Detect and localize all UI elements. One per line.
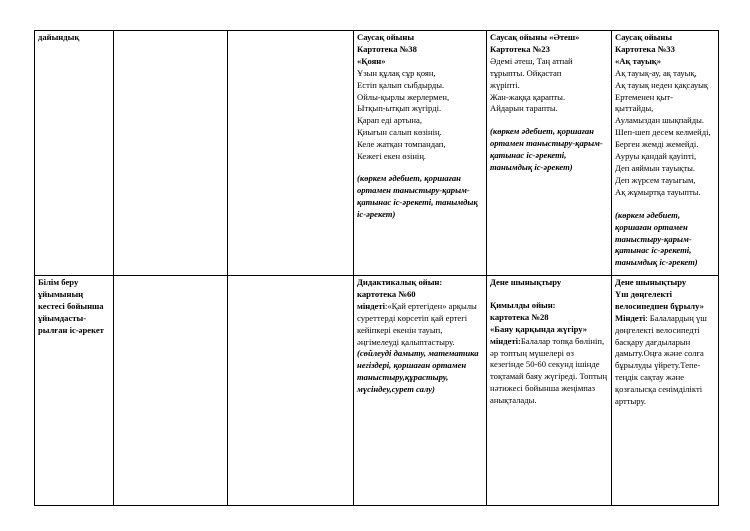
schedule-table [34, 30, 719, 506]
poem-line: қыттайды, [615, 103, 654, 114]
activity-annotation: (көркем әдебиет, қоршаған ортамен таныстыру-қарым-қатынас іс-әрекеті, танымдық іс-әрекет) [615, 209, 698, 268]
row-label-organized-activity [35, 276, 114, 506]
cell-title: Саусақ ойыны [357, 32, 415, 42]
empty-cell [228, 31, 354, 276]
poem-line: Ақ тауық неден қақсауық [615, 79, 709, 90]
empty-cell [114, 276, 228, 506]
task-label: міндеті [357, 300, 385, 311]
game-name: «Қоян» [357, 55, 386, 66]
empty-cell [228, 276, 354, 506]
activity-annotation: (көркем әдебиет, қоршаған ортамен таныстыру-қарым-қатынас іс-әрекеті, танымдық іс-әрекет) [490, 126, 603, 173]
outdoor-game-label: Қимылды ойын: [490, 299, 556, 310]
activity-annotation: (сөйлеуді дамыту, математика негіздері, қоршаған ортамен таныстыру,құрастыру, мүсіндеу,сурет салу) [357, 348, 479, 395]
poem-line: Әдемі әтеш, Таң атпай [490, 55, 573, 66]
poem-line: Қиығын салып көзінің. [357, 127, 442, 138]
empty-cell [114, 31, 228, 276]
cell-title: Саусақ ойыны [615, 32, 673, 42]
poem-line: Ойлы-қырлы жерлермен, [357, 91, 450, 102]
poem-line: Шеп-шеп десем келмейді, [615, 127, 711, 138]
task-text: :«Қай ертегіден» арқылы суреттерді көрсетіп қай ертегі кейіпкері екенін тауып, әңгімелеуді қалыптастыру. [357, 300, 477, 347]
poem-line: Деп аяймын тауықты. [615, 162, 696, 173]
didactic-game-cell [354, 276, 487, 506]
table-row-preparation [35, 31, 719, 276]
cell-title: Дене шынықтыру [615, 277, 687, 287]
game-name: Үш дөңгелекті велосипедпен бұрылу» [615, 288, 704, 311]
task-text: : Балалардың үш дөңгелекті велосипедті басқару дағдыларын дамыту.Оңға және солға бұрылуды үйрету.Тепе-теңдік сақтау және қозғалысқа сенімділікті арттыру. [615, 312, 707, 407]
poem-line: жүріпті. [490, 79, 520, 90]
game-name: «Баяу қарқында жүгіру» [490, 323, 588, 334]
activity-annotation: (көркем әдебиет, қоршаған ортамен таныстыру-қарым-қатынас іс-әрекеті, танымдық іс-әрекет) [357, 172, 478, 219]
poem-line: Естіп қалып сыбдырды. [357, 79, 445, 90]
poem-line: Ұзын құлақ сұр қоян, [357, 67, 436, 78]
cell-title: Саусақ ойыны «Әтеш» [490, 32, 580, 42]
row-label-text: дайындық [38, 32, 80, 42]
finger-game-hen-cell [612, 31, 719, 276]
poem-line: Қарап еді артына, [357, 115, 422, 126]
poem-line: Жан-жаққа қарапты. [490, 91, 566, 102]
task-label: Міндеті [615, 312, 646, 323]
poem-line: Деп жүрсем тауығым, [615, 174, 696, 185]
poem-line: Ақ жұмыртқа тауыпты. [615, 186, 701, 197]
finger-game-hare-cell [354, 31, 487, 276]
card-number: картотека №28 [490, 311, 549, 322]
poem-line: тұрыпты. Ойқастап [490, 67, 562, 78]
poem-line: Ақ тауық-ау, ақ тауық, [615, 67, 697, 78]
physical-education-run-cell [487, 276, 612, 506]
row-label-text: Білім беру ұйымының кестесі бойынша ұйымдасты-рылған іс-әрекет [38, 277, 104, 335]
card-number: Картотека №33 [615, 43, 675, 54]
schedule-page [34, 30, 718, 506]
poem-line: Келе жатқан томпандап, [357, 139, 446, 150]
task-text: Балалар топқа бөлініп, әр топтың мүшелері өз кезегінде 50-60 секунд ішінде тоқтамай баяу жүгіреді. Топтың нәтижесі бойынша жеңімпаз анықталады. [490, 335, 608, 406]
table-row-organized-activity [35, 276, 719, 506]
poem-line: Кежегі екен өзінің. [357, 151, 427, 162]
poem-line: Берген жемді жемейді. [615, 139, 699, 150]
card-number: Картотека №23 [490, 43, 550, 54]
row-label-preparation [35, 31, 114, 276]
cell-title: Дидактикалық ойын: [357, 277, 443, 287]
task-label: міндеті: [490, 335, 521, 346]
poem-line: Ауруы қандай қауіпті, [615, 151, 697, 162]
card-number: картотека №60 [357, 288, 416, 299]
poem-line: Айдарын тарапты. [490, 103, 558, 114]
game-name: «Ақ тауық» [615, 55, 662, 66]
physical-education-bike-cell [612, 276, 719, 506]
finger-game-rooster-cell [487, 31, 612, 276]
card-number: Картотека №38 [357, 43, 417, 54]
poem-line: Ытқып-ытқып жүгірді. [357, 103, 442, 114]
poem-line: Ертеменен қыт- [615, 91, 673, 102]
poem-line: Ауламыздан шықпайды. [615, 115, 705, 126]
cell-title: Дене шынықтыру [490, 277, 562, 287]
